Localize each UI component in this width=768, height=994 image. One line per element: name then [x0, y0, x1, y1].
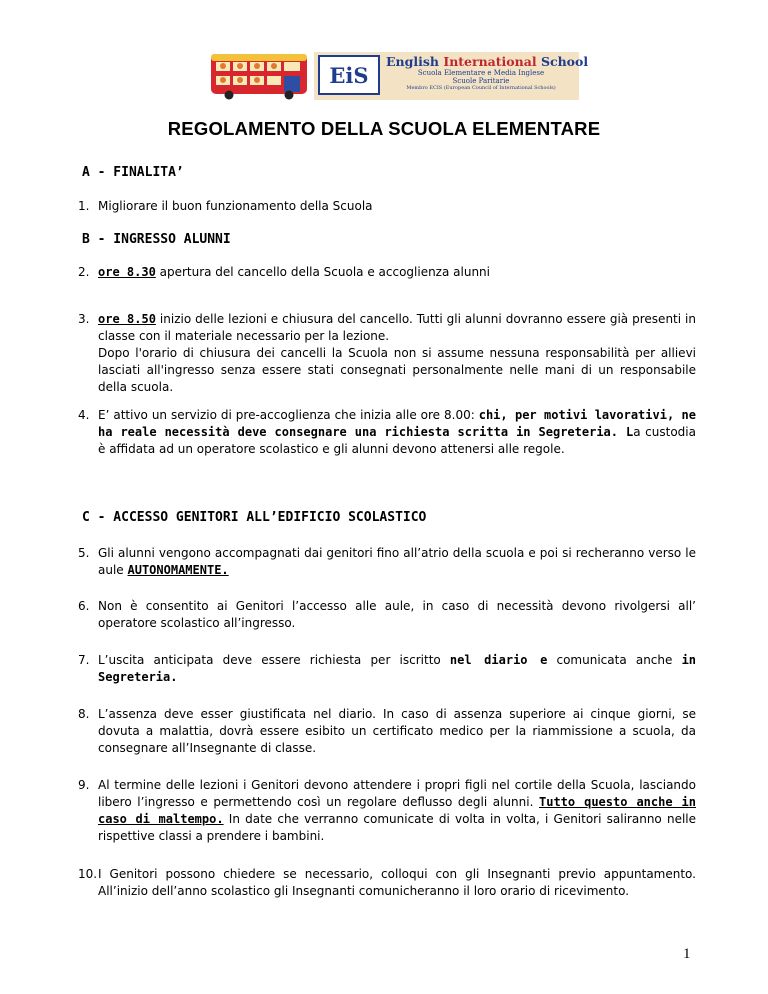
- list-item-4: 4. E’ attivo un servizio di pre-accoglienza che inizia alle ore 8.00: chi, per motivi lavorativi, ne ha reale necessità deve consegnare una richiesta scritta in Segreteria. La custodia è affidata ad un operatore scolastico e gli alunni devono attenersi alle regole.: [78, 408, 696, 456]
- list-item-7: 7. L’uscita anticipata deve essere richiesta per iscritto nel diario e comunicata anche in Segreteria.: [78, 653, 697, 684]
- document-title: REGOLAMENTO DELLA SCUOLA ELEMENTARE: [167, 118, 601, 139]
- list-item-10: 10. I Genitori possono chiedere se necessario, colloqui con gli Insegnanti previo appuntamento. All’inizio dell’anno scolastico gli Insegnanti comunicheranno il loro orario di ricevimento.: [78, 867, 696, 898]
- school-member-line: Membro ECIS (European Council of International Schools): [406, 85, 556, 91]
- school-name: English International School: [386, 54, 589, 69]
- section-heading-a: A - FINALITA’: [82, 165, 184, 180]
- list-item-8: 8. L’assenza deve esser giustificata nel diario. In caso di assenza superiore ai cinque giorni, se dovuta a malattia, dovrà essere esibito un certificato medico per la riammissione a scuola, da consegnare all’Insegnante di classe.: [78, 707, 696, 755]
- list-item-3: 3. ore 8.50 inizio delle lezioni e chiusura del cancello. Tutti gli alunni dovranno essere già presenti in classe con il materiale necessario per la lezione. Dopo l'orario di chiusura dei cancelli la Scuola non si assume nessuna responsabilità per allievi lasciati all'ingresso senza essere stati consegnati personalmente nelle mani di un responsabile della scuola.: [78, 312, 696, 394]
- list-item-1: 1. Migliorare il buon funzionamento della Scuola: [78, 199, 373, 213]
- eis-logo: EiS: [318, 55, 380, 95]
- list-item-5: 5. Gli alunni vengono accompagnati dai genitori fino all’atrio della scuola e poi si recheranno verso le aule AUTONOMAMENTE.: [78, 546, 696, 577]
- school-header: [207, 50, 589, 100]
- london-bus-image: [207, 50, 311, 100]
- list-item-2: 2. ore 8.30 apertura del cancello della Scuola e accoglienza alunni: [78, 265, 490, 279]
- section-heading-b: B - INGRESSO ALUNNI: [82, 232, 231, 247]
- school-logo-banner: [314, 52, 589, 100]
- page-number: 1: [683, 946, 691, 962]
- section-heading-c: C - ACCESSO GENITORI ALL’EDIFICIO SCOLASTICO: [82, 510, 427, 525]
- school-subtitle-1: Scuola Elementare e Media Inglese: [417, 69, 545, 77]
- list-item-9: 9. Al termine delle lezioni i Genitori devono attendere i propri figli nel cortile della Scuola, lasciando libero l’ingresso e permettendo così un regolare deflusso degli alunni. Tutto questo anche in caso di maltempo. In date che verranno comunicate di volta in volta, i Genitori saliranno nelle rispettive classi a prendere i bambini.: [78, 778, 696, 843]
- school-subtitle-2: Scuole Paritarie: [452, 77, 510, 85]
- list-item-6: 6. Non è consentito ai Genitori l’accesso alle aule, in caso di necessità devono rivolgersi all’ operatore scolastico all’ingresso.: [78, 599, 696, 630]
